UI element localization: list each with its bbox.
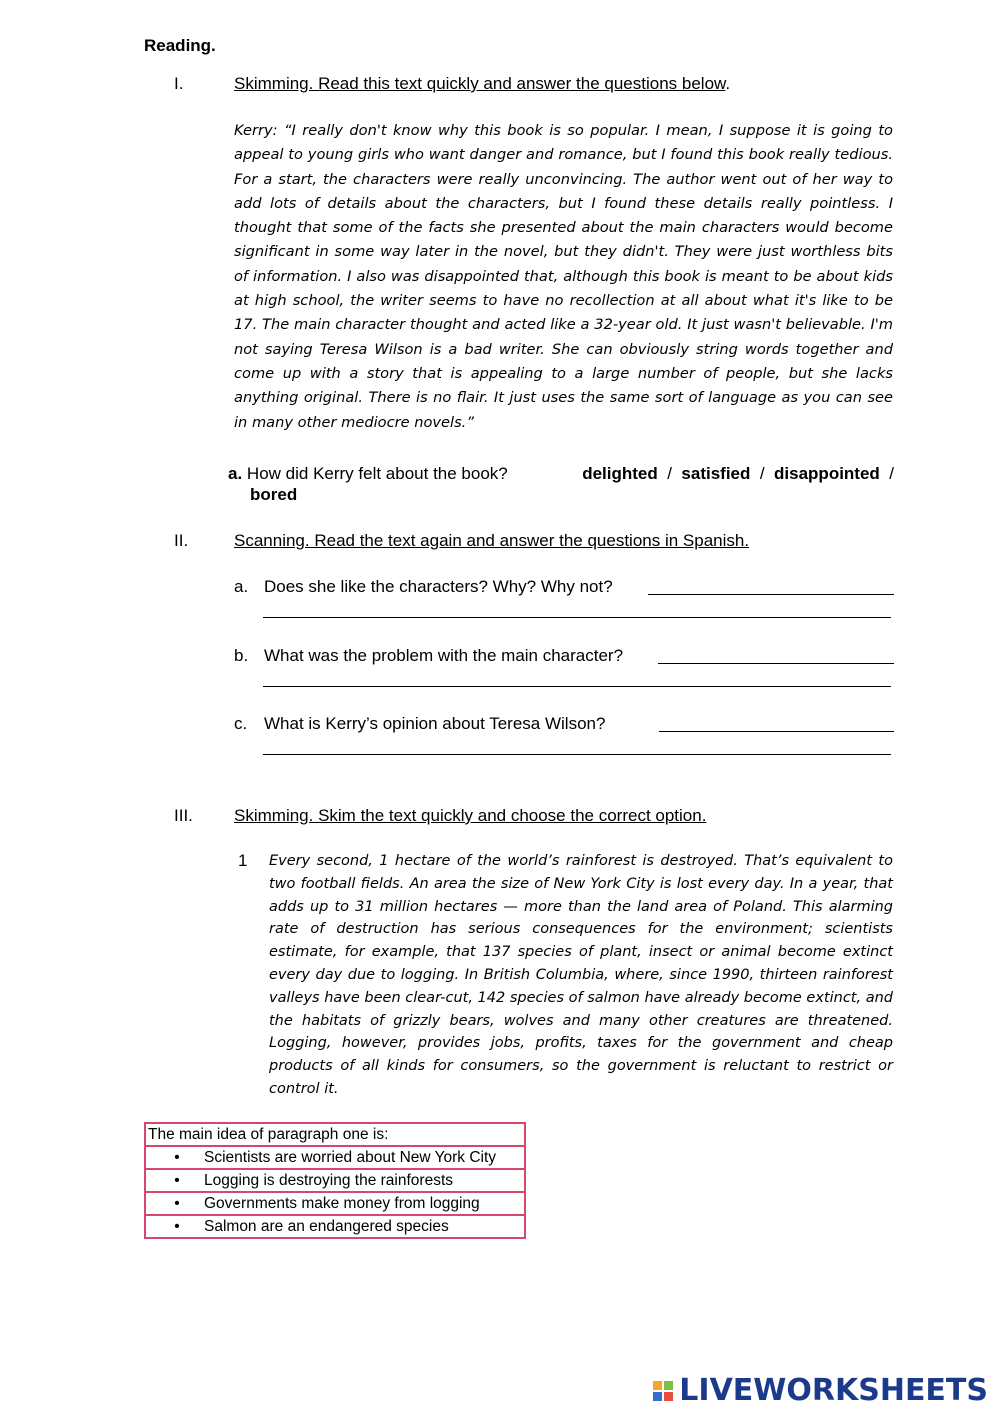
answer-a-line-1[interactable] <box>648 594 894 595</box>
option-delighted[interactable]: delighted <box>582 464 658 483</box>
bullet: • <box>174 1217 180 1235</box>
section-3-title: Skimming. Skim the text quickly and choose the correct option. <box>234 806 707 825</box>
question-c-label: c. <box>234 714 248 733</box>
question-feelings-label: a. <box>228 464 243 483</box>
main-idea-prompt: The main idea of paragraph one is: <box>145 1123 525 1146</box>
section-2-number: II. <box>174 531 189 550</box>
main-idea-option-row[interactable] <box>145 1146 525 1169</box>
section-1-number: I. <box>174 74 184 93</box>
section-1-heading <box>234 74 730 94</box>
main-idea-option-row[interactable] <box>145 1169 525 1192</box>
answer-b-line-1[interactable] <box>658 663 894 664</box>
bullet: • <box>174 1171 180 1189</box>
main-idea-option-4-text: Salmon are an endangered species <box>204 1217 449 1235</box>
question-feelings <box>228 462 894 485</box>
main-idea-option-row[interactable] <box>145 1192 525 1215</box>
option-disappointed[interactable]: disappointed <box>774 464 880 483</box>
bullet: • <box>174 1194 180 1212</box>
main-idea-option-3[interactable] <box>145 1192 525 1215</box>
liveworksheets-logo <box>653 1373 988 1408</box>
option-satisfied[interactable]: satisfied <box>681 464 751 483</box>
main-idea-option-1[interactable] <box>145 1146 525 1169</box>
answer-c-line-1[interactable] <box>659 731 894 732</box>
answer-c-line-2[interactable] <box>263 754 891 755</box>
page-heading: Reading. <box>144 36 216 55</box>
option-bored[interactable]: bored <box>250 485 298 504</box>
main-idea-option-2-text: Logging is destroying the rainforests <box>204 1171 454 1189</box>
section-2-title: Scanning. Read the text again and answer the questions in Spanish. <box>234 531 750 550</box>
separator: / <box>889 464 894 483</box>
main-idea-option-1-text: Scientists are worried about New York City <box>204 1148 497 1166</box>
section-1-title: Skimming. Read this text quickly and answer the questions below <box>234 74 726 93</box>
main-idea-option-4[interactable] <box>145 1215 525 1238</box>
question-b-text: What was the problem with the main character? <box>264 646 624 665</box>
question-feelings-text: How did Kerry felt about the book? <box>246 464 508 483</box>
separator: / <box>759 464 765 483</box>
main-idea-option-2[interactable] <box>145 1169 525 1192</box>
main-idea-option-row[interactable] <box>145 1215 525 1238</box>
separator: / <box>667 464 672 483</box>
question-b-label: b. <box>234 646 249 665</box>
section-3-number: III. <box>174 806 193 825</box>
question-c-text: What is Kerry’s opinion about Teresa Wilson? <box>264 714 606 733</box>
logo-square <box>664 1381 673 1390</box>
bullet: • <box>174 1148 180 1166</box>
logo-square <box>653 1392 662 1401</box>
paragraph-number: 1 <box>238 851 248 870</box>
liveworksheets-logo-icon <box>653 1381 673 1401</box>
option-bored-row <box>250 485 297 505</box>
question-a-label: a. <box>234 577 249 596</box>
rainforest-passage: Every second, 1 hectare of the world’s rainforest is destroyed. That’s equivalent to two football fields. An area the size of New York City is lost every day. In a year, that adds up to 31 million hectares — more than the land area of Poland. This alarming rate of destruction has serious consequences for the environment; scientists estimate, for example, that 137 species of plant, insect or animal become extinct every day due to logging. In British Columbia, where, since 1990, thirteen rainforest valleys have been clear-cut, 142 species of salmon have already become extinct, and the habitats of grizzly bears, wolves and many other creatures are threatened. Logging, however, provides jobs, profits, taxes for the government and cheap products of all kinds for consumers, so the government is reluctant to restrict or control it. <box>269 853 893 1097</box>
answer-a-line-2[interactable] <box>263 617 891 618</box>
main-idea-option-3-text: Governments make money from logging <box>204 1194 480 1212</box>
feelings-options <box>582 462 894 485</box>
main-idea-question-box <box>144 1122 526 1239</box>
main-idea-prompt-row <box>145 1123 525 1146</box>
answer-b-line-2[interactable] <box>263 686 891 687</box>
question-a-text: Does she like the characters? Why? Why not? <box>264 577 613 596</box>
liveworksheets-logo-text: LIVEWORKSHEETS <box>679 1373 988 1408</box>
section-1-title-end: . <box>725 74 731 93</box>
logo-square <box>664 1392 673 1401</box>
kerry-passage: Kerry: “I really don't know why this book is so popular. I mean, I suppose it is going to appeal to young girls who want danger and romance, but I found this book really tedious. For a start, the characters were really unconvincing. The author went out of her way to add lots of details about the characters, but I found these details really pointless. I thought that some of the facts she presented about the main characters would become significant in some way later in the novel, but they didn't. They were just worthless bits of information. I also was disappointed that, although this book is meant to be about kids at high school, the writer seems to have no recollection at all about what it's like to be 17. The main character thought and acted like a 32-year old. It just wasn't believable. I'm not saying Teresa Wilson is a bad writer. She can obviously string words together and come up with a story that is appealing to a large number of people, but she lacks anything original. There is no flair. It just uses the same sort of language as you can see in many other mediocre novels.” <box>234 122 893 431</box>
logo-square <box>653 1381 662 1390</box>
